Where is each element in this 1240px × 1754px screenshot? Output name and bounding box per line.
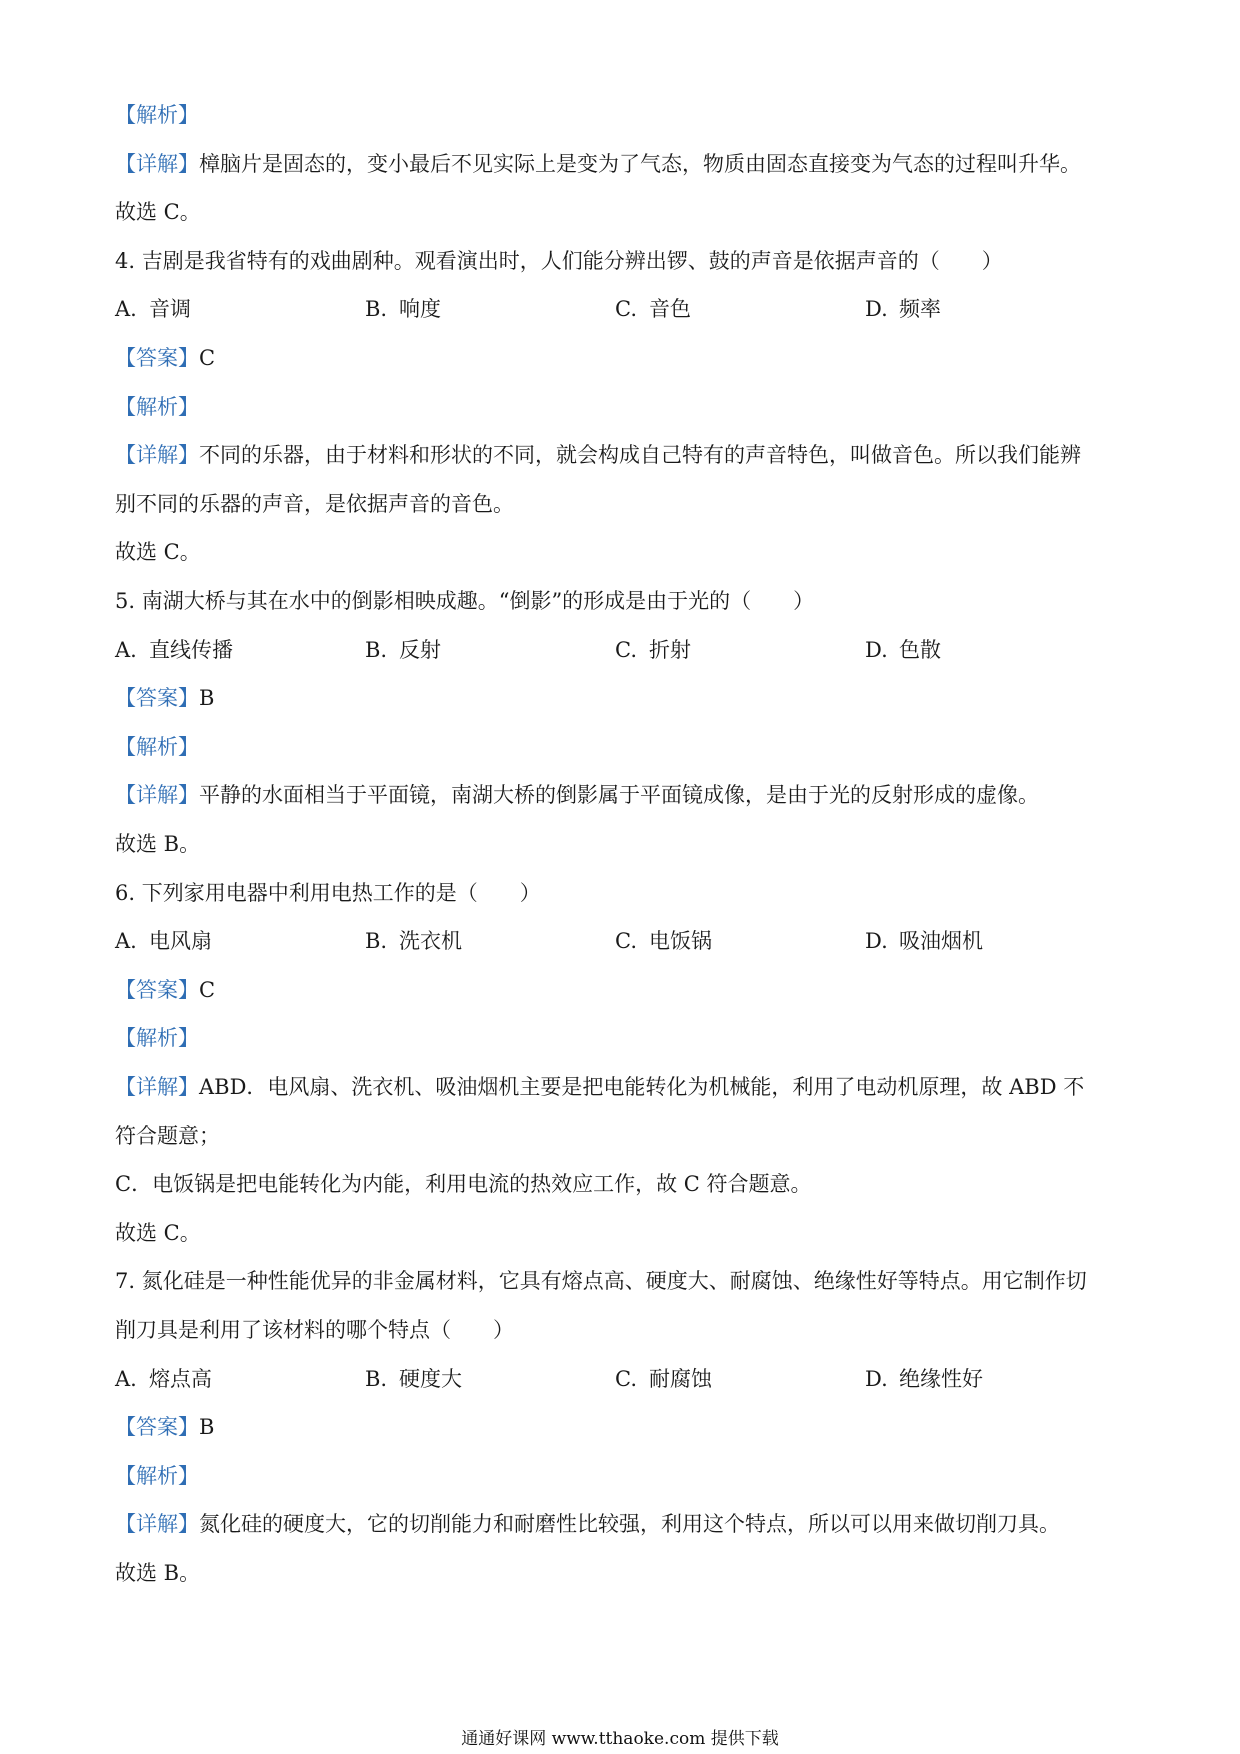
option-a [115,1364,212,1394]
options-row [115,926,1135,956]
option-letter: A. [115,1367,137,1391]
detail-line [115,149,1135,179]
text-line: 故选 B。 [115,832,201,856]
option-b [365,1364,462,1394]
option-letter: B. [365,929,388,953]
detail-line [115,440,1135,470]
answer-line [115,975,1135,1005]
option-letter: A. [115,297,137,321]
text-line: 故选 C。 [115,540,201,564]
options-row [115,294,1135,324]
text-line: 削刀具是利用了该材料的哪个特点（ ） [115,1318,514,1342]
option-letter: C. [615,1367,637,1391]
option-letter: B. [365,297,388,321]
question-stem: 7. 氮化硅是一种性能优异的非金属材料，它具有熔点高、硬度大、耐腐蚀、绝缘性好等特点。用它制作切 [115,1269,1087,1293]
option-text: 吸油烟机 [899,929,983,953]
option-d [865,635,941,665]
answer-value: C [199,346,216,370]
text-line: 故选 C。 [115,200,201,224]
option-text: 反射 [399,638,441,662]
option-c [615,926,712,956]
analysis-label: 【解析】 [115,1464,199,1488]
option-letter: D. [865,638,888,662]
detail-text: ABD．电风扇、洗衣机、吸油烟机主要是把电能转化为机械能，利用了电动机原理，故 ABD 不 [199,1075,1085,1099]
options-row [115,635,1135,665]
analysis-label: 【解析】 [115,103,199,127]
analysis-label: 【解析】 [115,735,199,759]
option-text: 耐腐蚀 [649,1367,712,1391]
detail-line [115,780,1135,810]
detail-text: 氮化硅的硬度大，它的切削能力和耐磨性比较强，利用这个特点，所以可以用来做切削刀具。 [199,1512,1060,1536]
option-b [365,635,441,665]
option-letter: B. [365,638,388,662]
option-letter: C. [615,297,637,321]
option-text: 硬度大 [399,1367,462,1391]
answer-value: C [199,978,216,1002]
option-text: 洗衣机 [399,929,462,953]
detail-tag: 【详解】 [115,1075,199,1099]
detail-tag: 【详解】 [115,1512,199,1536]
text-line: 别不同的乐器的声音，是依据声音的音色。 [115,492,514,516]
answer-line [115,343,1135,373]
question-stem: 4. 吉剧是我省特有的戏曲剧种。观看演出时，人们能分辨出锣、鼓的声音是依据声音的（ ） [115,249,1003,273]
option-a [115,294,191,324]
detail-tag: 【详解】 [115,152,199,176]
answer-line [115,1412,1135,1442]
answer-tag: 【答案】 [115,978,199,1002]
options-row [115,1364,1135,1394]
option-text: 绝缘性好 [899,1367,983,1391]
option-d [865,294,941,324]
option-letter: B. [365,1367,388,1391]
option-d [865,1364,983,1394]
answer-tag: 【答案】 [115,346,199,370]
text-line: 故选 C。 [115,1221,201,1245]
option-letter: A. [115,929,137,953]
detail-tag: 【详解】 [115,783,199,807]
option-letter: C. [615,929,637,953]
detail-text: 不同的乐器，由于材料和形状的不同，就会构成自己特有的声音特色，叫做音色。所以我们能辨 [199,443,1081,467]
option-letter: D. [865,1367,888,1391]
page-footer: 通通好课网 www.tthaoke.com 提供下载 [461,1729,779,1749]
option-text: 频率 [899,297,941,321]
detail-text: 樟脑片是固态的，变小最后不见实际上是变为了气态，物质由固态直接变为气态的过程叫升华。 [199,152,1081,176]
option-c [615,1364,712,1394]
analysis-label: 【解析】 [115,395,199,419]
text-line: 故选 B。 [115,1561,201,1585]
answer-value: B [199,686,215,710]
answer-tag: 【答案】 [115,686,199,710]
question-stem: 6. 下列家用电器中利用电热工作的是（ ） [115,881,541,905]
option-a [115,635,233,665]
option-text: 音色 [649,297,691,321]
text-line: C．电饭锅是把电能转化为内能，利用电流的热效应工作，故 C 符合题意。 [115,1172,812,1196]
detail-line [115,1509,1135,1539]
option-text: 响度 [399,297,441,321]
option-letter: A. [115,638,137,662]
option-text: 熔点高 [149,1367,212,1391]
option-text: 电饭锅 [649,929,712,953]
option-b [365,294,441,324]
detail-tag: 【详解】 [115,443,199,467]
option-text: 色散 [899,638,941,662]
option-text: 电风扇 [149,929,212,953]
option-text: 折射 [649,638,691,662]
option-letter: D. [865,929,888,953]
option-d [865,926,983,956]
detail-line [115,1072,1135,1102]
answer-line [115,683,1135,713]
analysis-label: 【解析】 [115,1026,199,1050]
option-text: 直线传播 [149,638,233,662]
option-c [615,294,691,324]
answer-tag: 【答案】 [115,1415,199,1439]
option-c [615,635,691,665]
question-stem: 5. 南湖大桥与其在水中的倒影相映成趣。“倒影”的形成是由于光的（ ） [115,589,815,613]
option-letter: D. [865,297,888,321]
answer-value: B [199,1415,215,1439]
option-b [365,926,462,956]
text-line: 符合题意； [115,1124,220,1148]
option-text: 音调 [149,297,191,321]
option-a [115,926,212,956]
detail-text: 平静的水面相当于平面镜，南湖大桥的倒影属于平面镜成像，是由于光的反射形成的虚像。 [199,783,1039,807]
option-letter: C. [615,638,637,662]
